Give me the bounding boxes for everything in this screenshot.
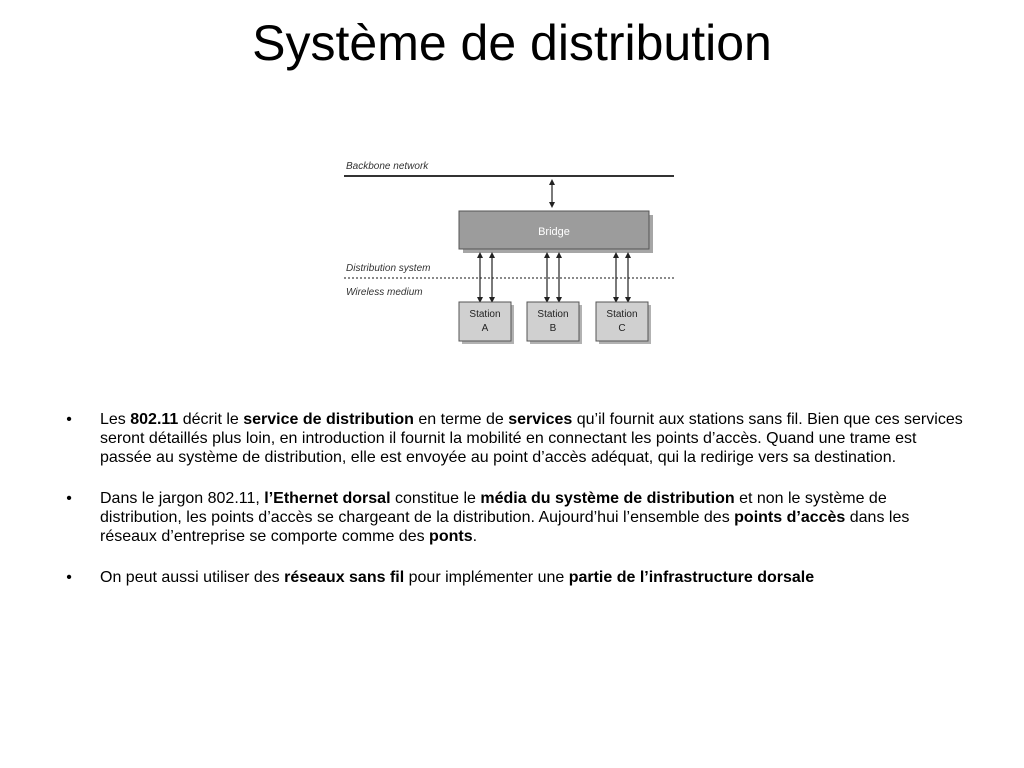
bridge-label: Bridge	[538, 226, 570, 238]
bullet-item	[62, 489, 967, 546]
bold-term: service de distribution	[243, 411, 414, 428]
text-segment: constitue le	[390, 490, 481, 507]
bullet-marker: •	[66, 569, 72, 586]
text-segment: décrit le	[178, 411, 244, 428]
bold-term: l’Ethernet dorsal	[264, 490, 391, 507]
station-a-box	[459, 302, 511, 341]
bullet-text	[100, 569, 814, 586]
bullet-marker: •	[66, 490, 72, 507]
slide-title: Système de distribution	[252, 15, 772, 71]
station-c-label-line2: C	[618, 323, 626, 334]
station-c-box	[596, 302, 648, 341]
station-a-label-line2: A	[481, 323, 489, 334]
backbone-network-label: Backbone network	[346, 161, 429, 172]
bullet-item	[62, 568, 967, 587]
text-segment: dans les réseaux d’entreprise se comporte comme des	[100, 509, 910, 545]
bold-term: média du système de distribution	[480, 490, 735, 507]
station-b-label-line2: B	[549, 323, 557, 334]
text-segment: On peut aussi utiliser des	[100, 569, 285, 586]
bold-term: partie de l’infrastructure dorsale	[568, 569, 815, 586]
station-b-box	[527, 302, 579, 341]
bullet-item	[62, 410, 967, 467]
text-segment: Les	[100, 411, 131, 428]
text-segment: qu’il fournit aux stations sans fil. Bien que ces services seront détaillés plus loin, en introduction il fournit la mobilité en connectant les points d’accès. Quand une trame est passée au système de distribution, elle est envoyée au point d’accès adéquat, qui la redirige vers sa destination.	[100, 411, 963, 466]
bullet-marker: •	[66, 411, 72, 428]
diagram-canvas	[340, 154, 680, 350]
wireless-medium-label: Wireless medium	[346, 287, 423, 298]
bullet-text	[100, 490, 909, 545]
station-a-label-line1: Station	[469, 309, 501, 320]
distribution-system-diagram	[340, 154, 680, 350]
text-segment: pour implémenter une	[404, 569, 569, 586]
text-segment: en terme de	[413, 411, 509, 428]
bold-term: 802.11	[130, 411, 179, 428]
station-b-label-line1: Station	[537, 309, 569, 320]
bullet-text	[100, 411, 963, 466]
text-segment: et non le système de distribution, les points d’accès se chargeant de la distribution. Aujourd’hui l’ensemble des	[100, 490, 887, 526]
bold-term: réseaux sans fil	[284, 569, 405, 586]
station-c-label-line1: Station	[606, 309, 638, 320]
bold-term: points d’accès	[734, 509, 846, 526]
bold-term: ponts	[429, 528, 473, 545]
text-segment: Dans le jargon 802.11,	[100, 490, 265, 507]
text-segment: .	[472, 528, 478, 545]
bold-term: services	[508, 411, 573, 428]
bullet-list	[62, 410, 967, 609]
distribution-system-label: Distribution system	[346, 263, 431, 274]
